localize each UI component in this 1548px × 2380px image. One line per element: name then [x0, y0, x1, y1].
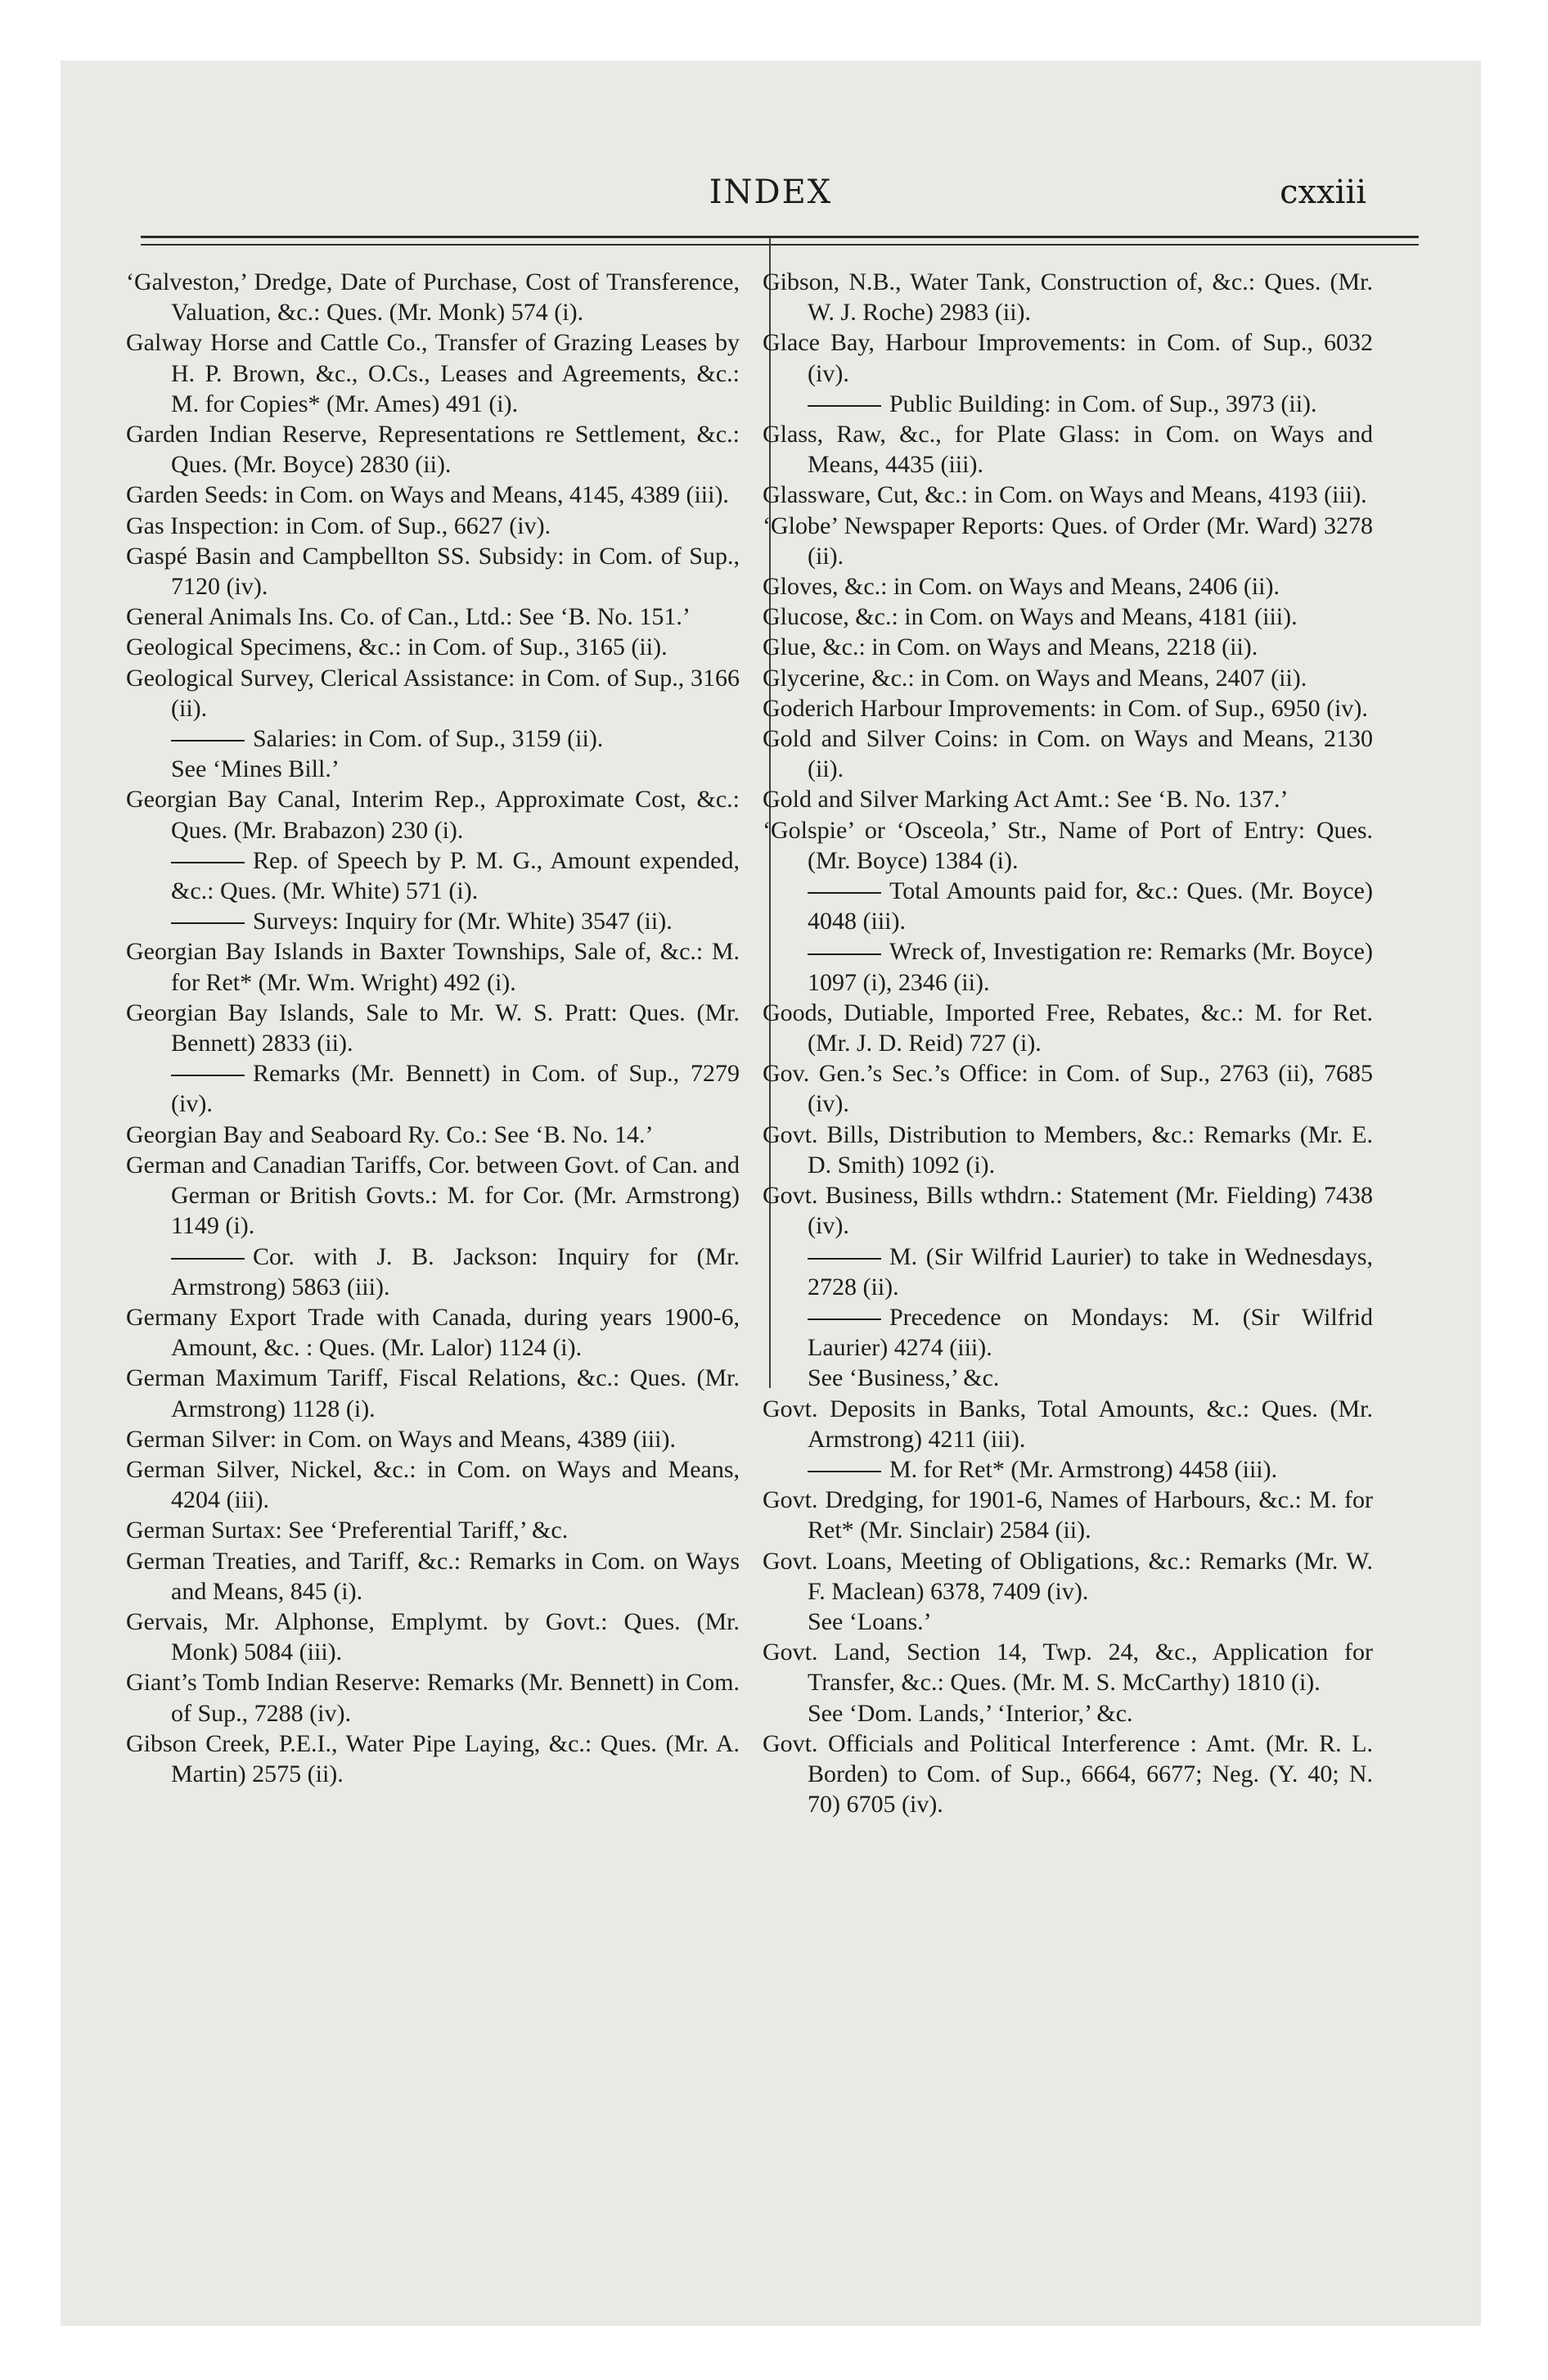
index-entry: Georgian Bay and Seaboard Ry. Co.: See ‘B. No. 14.’: [126, 1120, 654, 1148]
page-number: cxxiii: [1280, 174, 1366, 211]
ditto-dash: [808, 1258, 881, 1260]
index-entry: General Animals Ins. Co. of Can., Ltd.: See ‘B. No. 151.’: [126, 603, 691, 631]
index-entry: Govt. Dredging, for 1901-6, Names of Harbours, &c.: M. for Ret* (Mr. Sinclair) 2584 (ii).: [763, 1486, 1373, 1544]
index-subentry: [763, 1454, 1373, 1485]
index-entry: Glue, &c.: in Com. on Ways and Means, 2218 (ii).: [763, 633, 1258, 661]
index-entry: Garden Seeds: in Com. on Ways and Means, 4145, 4389 (iii).: [126, 481, 729, 509]
header-rule-bottom: [141, 244, 1419, 246]
see-text: See ‘Business,’ &c.: [808, 1364, 1000, 1392]
index-subentry: [763, 876, 1373, 936]
see-text: See ‘Dom. Lands,’ ‘Interior,’ &c.: [808, 1699, 1133, 1727]
index-see-reference: [763, 1363, 1373, 1393]
index-entry: Galway Horse and Cattle Co., Transfer of Grazing Leases by H. P. Brown, &c., O.Cs., Leases and Agreements, &c.: M. for Copies* (Mr. Ames) 491 (i).: [126, 329, 740, 417]
index-entry: Glass, Raw, &c., for Plate Glass: in Com. on Ways and Means, 4435 (iii).: [763, 421, 1373, 479]
index-entry: Georgian Bay Islands, Sale to Mr. W. S. Pratt: Ques. (Mr. Bennett) 2833 (ii).: [126, 998, 740, 1057]
index-entry: German Surtax: See ‘Preferential Tariff,’ &c.: [126, 1517, 569, 1544]
index-entry: ‘Galveston,’ Dredge, Date of Purchase, Cost of Transference, Valuation, &c.: Ques. (Mr. Monk) 574 (i).: [126, 268, 740, 327]
see-text: See ‘Mines Bill.’: [171, 755, 340, 783]
ditto-dash: [808, 953, 881, 955]
subentry-text: Precedence on Mondays: M. (Sir Wilfrid Laurier) 4274 (iii).: [808, 1303, 1373, 1362]
index-subentry: [763, 389, 1373, 419]
index-entry: Govt. Bills, Distribution to Members, &c.: Remarks (Mr. E. D. Smith) 1092 (i).: [763, 1120, 1373, 1179]
subentry-text: Wreck of, Investigation re: Remarks (Mr. Boyce) 1097 (i), 2346 (ii).: [808, 938, 1373, 996]
subentry-text: Cor. with J. B. Jackson: Inquiry for (Mr. Armstrong) 5863 (iii).: [171, 1242, 740, 1300]
index-entry: Gas Inspection: in Com. of Sup., 6627 (iv).: [126, 512, 551, 539]
index-entry: Goderich Harbour Improvements: in Com. of Sup., 6950 (iv).: [763, 694, 1368, 722]
index-entry: Garden Indian Reserve, Representations re Settlement, &c.: Ques. (Mr. Boyce) 2830 (ii).: [126, 421, 740, 479]
index-entry: Glycerine, &c.: in Com. on Ways and Means, 2407 (ii).: [763, 664, 1307, 692]
index-see-reference: [126, 754, 740, 784]
index-entry: Glassware, Cut, &c.: in Com. on Ways and Means, 4193 (iii).: [763, 481, 1367, 509]
index-entry: Gloves, &c.: in Com. on Ways and Means, 2406 (ii).: [763, 573, 1280, 601]
index-entry: German Maximum Tariff, Fiscal Relations, &c.: Ques. (Mr. Armstrong) 1128 (i).: [126, 1364, 740, 1422]
index-see-reference: [763, 1698, 1373, 1729]
index-subentry: [126, 723, 740, 754]
index-entry: Georgian Bay Canal, Interim Rep., Approximate Cost, &c.: Ques. (Mr. Brabazon) 230 (i).: [126, 786, 740, 844]
index-column-right: [763, 267, 1373, 1819]
index-subentry: [126, 1058, 740, 1119]
ditto-dash: [808, 1471, 881, 1472]
index-entry: Glace Bay, Harbour Improvements: in Com. of Sup., 6032 (iv).: [763, 329, 1373, 387]
subentry-text: Surveys: Inquiry for (Mr. White) 3547 (ii).: [253, 908, 673, 935]
ditto-dash: [171, 1075, 245, 1076]
index-entry: Georgian Bay Islands in Baxter Townships, Sale of, &c.: M. for Ret* (Mr. Wm. Wright) 492 (i).: [126, 938, 740, 996]
subentry-text: Public Building: in Com. of Sup., 3973 (ii).: [889, 390, 1317, 417]
index-entry: ‘Golspie’ or ‘Osceola,’ Str., Name of Port of Entry: Ques. (Mr. Boyce) 1384 (i).: [763, 816, 1373, 874]
index-entry: Govt. Business, Bills wthdrn.: Statement (Mr. Fielding) 7438 (iv).: [763, 1182, 1373, 1240]
index-subentry: [763, 1302, 1373, 1363]
index-entry: Giant’s Tomb Indian Reserve: Remarks (Mr. Bennett) in Com. of Sup., 7288 (iv).: [126, 1669, 740, 1727]
index-entry: Gibson Creek, P.E.I., Water Pipe Laying, &c.: Ques. (Mr. A. Martin) 2575 (ii).: [126, 1729, 740, 1787]
index-entry: Goods, Dutiable, Imported Free, Rebates, &c.: M. for Ret. (Mr. J. D. Reid) 727 (i).: [763, 998, 1373, 1057]
ditto-dash: [808, 1318, 881, 1320]
index-entry: Govt. Land, Section 14, Twp. 24, &c., Application for Transfer, &c.: Ques. (Mr. M. S. McCarthy) 1810 (i).: [763, 1639, 1373, 1697]
index-entry: German Treaties, and Tariff, &c.: Remarks in Com. on Ways and Means, 845 (i).: [126, 1547, 740, 1605]
index-entry: Geological Survey, Clerical Assistance: in Com. of Sup., 3166 (ii).: [126, 664, 740, 722]
index-entry: Gibson, N.B., Water Tank, Construction of, &c.: Ques. (Mr. W. J. Roche) 2983 (ii).: [763, 268, 1373, 327]
index-entry: German and Canadian Tariffs, Cor. between Govt. of Can. and German or British Govts.: M. for Cor. (Mr. Armstrong) 1149 (i).: [126, 1151, 740, 1240]
index-see-reference: [763, 1607, 1373, 1637]
subentry-text: Salaries: in Com. of Sup., 3159 (ii).: [253, 725, 604, 753]
index-entry: German Silver, Nickel, &c.: in Com. on Ways and Means, 4204 (iii).: [126, 1455, 740, 1514]
index-entry: Gaspé Basin and Campbellton SS. Subsidy: in Com. of Sup., 7120 (iv).: [126, 542, 740, 601]
ditto-dash: [808, 405, 881, 407]
index-entry: Glucose, &c.: in Com. on Ways and Means, 4181 (iii).: [763, 603, 1298, 631]
ditto-dash: [171, 922, 245, 924]
subentry-text: M. for Ret* (Mr. Armstrong) 4458 (iii).: [889, 1455, 1278, 1483]
subentry-text: Remarks (Mr. Bennett) in Com. of Sup., 7279 (iv).: [171, 1060, 740, 1118]
index-entry: Govt. Loans, Meeting of Obligations, &c.: Remarks (Mr. W. F. Maclean) 6378, 7409 (iv).: [763, 1547, 1373, 1605]
ditto-dash: [808, 892, 881, 894]
index-entry: Geological Specimens, &c.: in Com. of Sup., 3165 (ii).: [126, 633, 668, 661]
see-text: See ‘Loans.’: [808, 1607, 932, 1635]
index-subentry: [126, 845, 740, 906]
scanned-page: [61, 61, 1481, 2326]
index-entry: Govt. Deposits in Banks, Total Amounts, &c.: Ques. (Mr. Armstrong) 4211 (iii).: [763, 1395, 1373, 1453]
running-head-title: INDEX: [709, 174, 833, 211]
subentry-text: Total Amounts paid for, &c.: Ques. (Mr. Boyce) 4048 (iii).: [808, 877, 1373, 935]
ditto-dash: [171, 1258, 245, 1260]
ditto-dash: [171, 740, 245, 741]
index-entry: German Silver: in Com. on Ways and Means, 4389 (iii).: [126, 1425, 676, 1453]
index-column-left: [126, 267, 740, 1789]
index-subentry: [126, 1242, 740, 1302]
index-entry: Gold and Silver Marking Act Amt.: See ‘B. No. 137.’: [763, 786, 1289, 814]
index-entry: Gold and Silver Coins: in Com. on Ways and Means, 2130 (ii).: [763, 725, 1373, 783]
index-entry: Germany Export Trade with Canada, during years 1900-6, Amount, &c. : Ques. (Mr. Lalor) 1124 (i).: [126, 1303, 740, 1362]
index-entry: Gov. Gen.’s Sec.’s Office: in Com. of Sup., 2763 (ii), 7685 (iv).: [763, 1060, 1373, 1118]
index-entry: Gervais, Mr. Alphonse, Emplymt. by Govt.: Ques. (Mr. Monk) 5084 (iii).: [126, 1607, 740, 1666]
subentry-text: M. (Sir Wilfrid Laurier) to take in Wednesdays, 2728 (ii).: [808, 1242, 1373, 1300]
index-entry: ‘Globe’ Newspaper Reports: Ques. of Order (Mr. Ward) 3278 (ii).: [763, 512, 1373, 570]
index-subentry: [763, 1242, 1373, 1302]
index-entry: Govt. Officials and Political Interference : Amt. (Mr. R. L. Borden) to Com. of Sup., 6664, 6677; Neg. (Y. 40; N. 70) 6705 (iv).: [763, 1729, 1373, 1819]
index-subentry: [763, 936, 1373, 997]
index-subentry: [126, 906, 740, 936]
subentry-text: Rep. of Speech by P. M. G., Amount expended, &c.: Ques. (Mr. White) 571 (i).: [171, 846, 740, 905]
header-rule-top: [141, 236, 1419, 238]
ditto-dash: [171, 862, 245, 863]
